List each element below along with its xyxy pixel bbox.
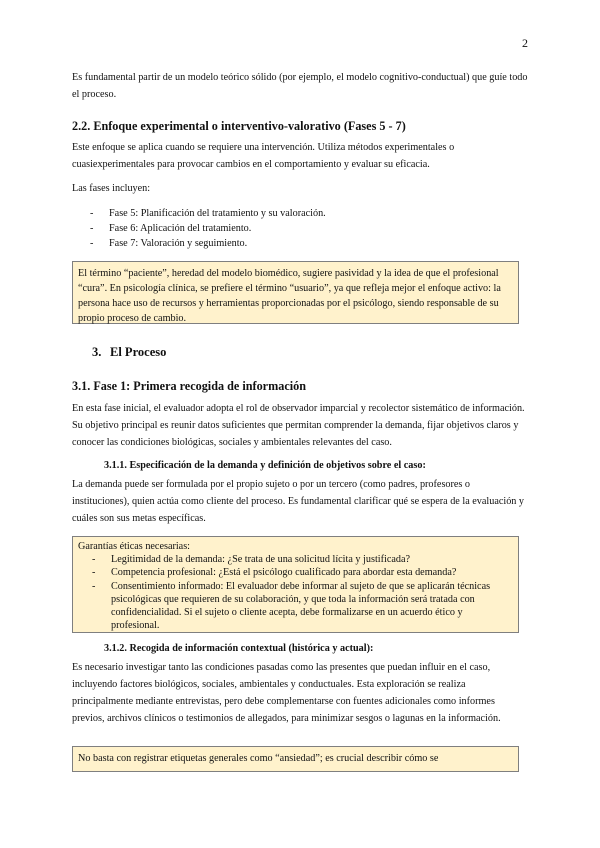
list-item: - Fase 6: Aplicación del tratamiento. [90, 221, 520, 236]
section-3-1-1-paragraph: La demanda puede ser formulada por el propio sujeto o por un tercero (como padres, profesores o instituciones), quien actúa como cliente del proceso. Es fundamental clarificar qué se espera de la evaluación y cuáles son sus metas específicas. [72, 479, 525, 524]
note-text: El término “paciente”, heredad del modelo biomédico, sugiere pasividad y la idea de que el profesional “cura”. En psicología clínica, se prefiere el término “usuario”, ya que refleja mejor el enfoque activo: la persona hace uso de recursos y herramientas proporcionadas por el psicólogo, siendo responsable de su propio proceso de cambio. [78, 268, 501, 324]
guarantees-list [92, 553, 513, 632]
section-3-1-1-heading: 3.1.1. Especificación de la demanda y definición de objetivos sobre el caso: [104, 460, 426, 471]
ethical-guarantees-box [72, 536, 519, 633]
page-number: 2 [522, 36, 528, 50]
section-3-heading [92, 345, 166, 360]
patient-term-note [72, 261, 519, 324]
section-title: El Proceso [110, 345, 167, 359]
list-item: - Consentimiento informado: El evaluador debe informar al sujeto de que se aplicarán técnicas psicológicas que requieren de su colaboración, y que toda la información será tratada con confidencialidad. Si el sujeto o cliente acepta, debe formalizarse en un acuerdo ético y profesional. [92, 580, 513, 633]
guarantees-title: Garantías éticas necesarias: [78, 541, 191, 552]
section-3-1-2-heading: 3.1.2. Recogida de información contextual (histórica y actual): [104, 643, 374, 654]
section-2-2-heading: 2.2. Enfoque experimental o interventivo-valorativo (Fases 5 - 7) [72, 119, 406, 133]
list-item: - Fase 5: Planificación del tratamiento y su valoración. [90, 206, 520, 221]
section-number: 3. [92, 345, 102, 359]
section-3-1-paragraph: En esta fase inicial, el evaluador adopta el rol de observador imparcial y recolector sistemático de información. Su objetivo principal es reunir datos suficientes que permitan comprender la demanda, fijar objetivos claros y conocer las condiciones biológicas, sociales y ambientales relevantes del caso. [72, 403, 525, 448]
section-2-2-paragraph: Este enfoque se aplica cuando se requiere una intervención. Utiliza métodos experimentales o cuasiexperimentales para provocar cambios en el comportamiento y evaluar su eficacia. [72, 142, 455, 170]
intro-paragraph: Es fundamental partir de un modelo teórico sólido (por ejemplo, el modelo cognitivo-conductual) que guíe todo el proceso. [72, 72, 528, 100]
list-item: - Legitimidad de la demanda: ¿Se trata de una solicitud lícita y justificada? [92, 553, 513, 566]
section-3-1-heading: 3.1. Fase 1: Primera recogida de información [72, 379, 306, 393]
list-item: - Competencia profesional: ¿Está el psicólogo cualificado para abordar esta demanda? [92, 566, 513, 579]
list-item: - Fase 7: Valoración y seguimiento. [90, 236, 520, 251]
phases-intro: Las fases incluyen: [72, 183, 151, 194]
section-3-1-2-paragraph: Es necesario investigar tanto las condiciones pasadas como las presentes que puedan influir en el caso, incluyendo factores biológicos, sociales, ambientales y conductuales. Esta exploración se realiza principalmente mediante entrevistas, pero debe complementarse con fuentes adicionales como informes previos, archivos clínicos o testimonios de allegados, para minimizar sesgos o lagunas en la información. [72, 662, 501, 724]
note-text: No basta con registrar etiquetas generales como “ansiedad”; es crucial describir cómo se [78, 753, 439, 764]
anxiety-note-box [72, 746, 519, 772]
phases-list [90, 206, 520, 251]
